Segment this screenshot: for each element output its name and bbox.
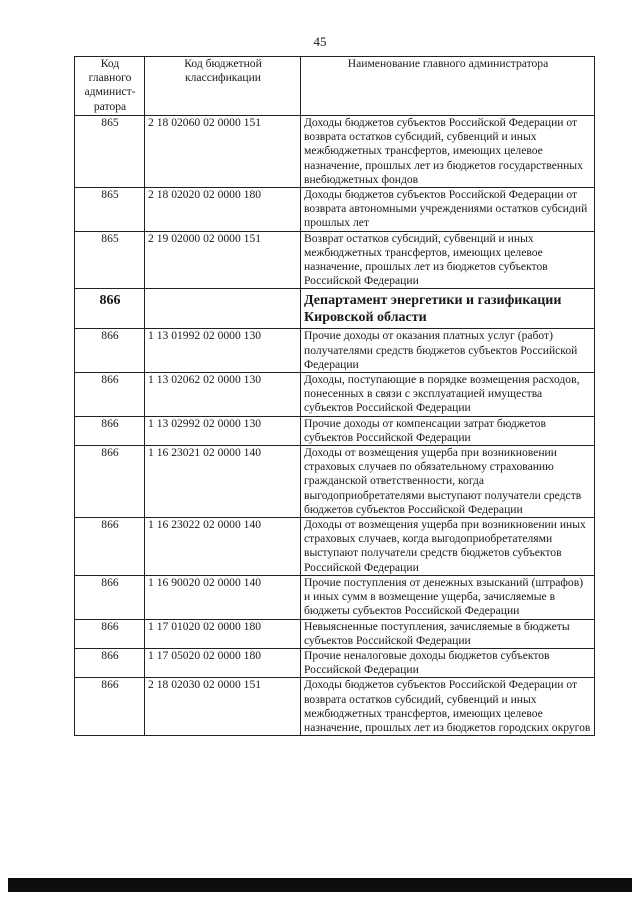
admin-name-cell: Доходы от возмещения ущерба при возникновении страховых случаев по обязательному страхованию гражданской ответственности, когда выгодоприобретателями выступают получатели средств бюджетов субъектов Российской Федерации xyxy=(301,446,595,518)
admin-code-cell: 865 xyxy=(75,188,145,232)
table-row xyxy=(75,619,595,648)
table-row xyxy=(75,373,595,417)
admin-code-cell: 866 xyxy=(75,678,145,736)
admin-code-cell: 866 xyxy=(75,575,145,619)
admin-name-cell: Прочие доходы от компенсации затрат бюджетов субъектов Российской Федерации xyxy=(301,416,595,445)
page-number: 45 xyxy=(313,34,327,49)
admin-code-cell: 866 xyxy=(75,416,145,445)
table-row xyxy=(75,329,595,373)
admin-code-cell: 866 xyxy=(75,446,145,518)
budget-code-cell: 1 13 02062 02 0000 130 xyxy=(145,373,301,417)
table-row xyxy=(75,188,595,232)
table-row xyxy=(75,416,595,445)
admin-name-cell: Невыясненные поступления, зачисляемые в бюджеты субъектов Российской Федерации xyxy=(301,619,595,648)
budget-code-cell: 1 16 90020 02 0000 140 xyxy=(145,575,301,619)
budget-code-cell xyxy=(145,289,301,329)
admin-name-cell: Доходы от возмещения ущерба при возникновении иных страховых случаев, когда выгодоприобретателями выступают получатели средств бюджетов субъектов Российской Федерации xyxy=(301,518,595,576)
scan-bottom-bar xyxy=(8,878,632,892)
budget-code-cell: 1 16 23022 02 0000 140 xyxy=(145,518,301,576)
admin-code-cell: 866 xyxy=(75,619,145,648)
table-row xyxy=(75,575,595,619)
admin-code-cell: 866 xyxy=(75,329,145,373)
budget-code-cell: 1 16 23021 02 0000 140 xyxy=(145,446,301,518)
budget-code-cell: 1 13 02992 02 0000 130 xyxy=(145,416,301,445)
administrators-table xyxy=(74,56,595,736)
admin-name-cell: Прочие неналоговые доходы бюджетов субъектов Российской Федерации xyxy=(301,648,595,677)
admin-code-cell: 866 xyxy=(75,373,145,417)
admin-code-cell: 865 xyxy=(75,116,145,188)
budget-code-cell: 1 13 01992 02 0000 130 xyxy=(145,329,301,373)
budget-code-cell: 2 19 02000 02 0000 151 xyxy=(145,231,301,289)
admin-code-cell: 866 xyxy=(75,648,145,677)
table-header-row xyxy=(75,57,595,116)
department-name-cell: Департамент энергетики и газификации Кировской области xyxy=(301,289,595,329)
admin-name-cell: Прочие поступления от денежных взысканий (штрафов) и иных сумм в возмещение ущерба, зачисляемые в бюджеты субъектов Российской Федерации xyxy=(301,575,595,619)
header-budget-code: Код бюджетной классификации xyxy=(145,57,301,116)
budget-code-cell: 2 18 02060 02 0000 151 xyxy=(145,116,301,188)
header-admin-name: Наименование главного администратора xyxy=(301,57,595,116)
admin-name-cell: Прочие доходы от оказания платных услуг (работ) получателями средств бюджетов субъектов Российской Федерации xyxy=(301,329,595,373)
table-row xyxy=(75,518,595,576)
budget-code-cell: 1 17 01020 02 0000 180 xyxy=(145,619,301,648)
admin-code-cell: 865 xyxy=(75,231,145,289)
table-row xyxy=(75,648,595,677)
table-row xyxy=(75,116,595,188)
department-heading-row xyxy=(75,289,595,329)
table-row xyxy=(75,678,595,736)
admin-name-cell: Доходы, поступающие в порядке возмещения расходов, понесенных в связи с эксплуатацией имущества субъектов Российской Федерации xyxy=(301,373,595,417)
budget-code-cell: 2 18 02020 02 0000 180 xyxy=(145,188,301,232)
admin-name-cell: Возврат остатков субсидий, субвенций и иных межбюджетных трансфертов, имеющих целевое назначение, прошлых лет из бюджетов субъектов Российской Федерации xyxy=(301,231,595,289)
table-row xyxy=(75,446,595,518)
admin-code-cell: 866 xyxy=(75,518,145,576)
department-code-cell: 866 xyxy=(75,289,145,329)
admin-name-cell: Доходы бюджетов субъектов Российской Федерации от возврата автономными учреждениями остатков субсидий прошлых лет xyxy=(301,188,595,232)
admin-name-cell: Доходы бюджетов субъектов Российской Федерации от возврата остатков субсидий, субвенций и иных межбюджетных трансфертов, имеющих целевое назначение, прошлых лет из бюджетов городских округов xyxy=(301,678,595,736)
budget-code-cell: 1 17 05020 02 0000 180 xyxy=(145,648,301,677)
budget-code-cell: 2 18 02030 02 0000 151 xyxy=(145,678,301,736)
table-row xyxy=(75,231,595,289)
header-admin-code: Код главного админист-ратора xyxy=(75,57,145,116)
admin-name-cell: Доходы бюджетов субъектов Российской Федерации от возврата остатков субсидий, субвенций и иных межбюджетных трансфертов, имеющих целевое назначение, прошлых лет из бюджетов государственных внебюджетных фондов xyxy=(301,116,595,188)
